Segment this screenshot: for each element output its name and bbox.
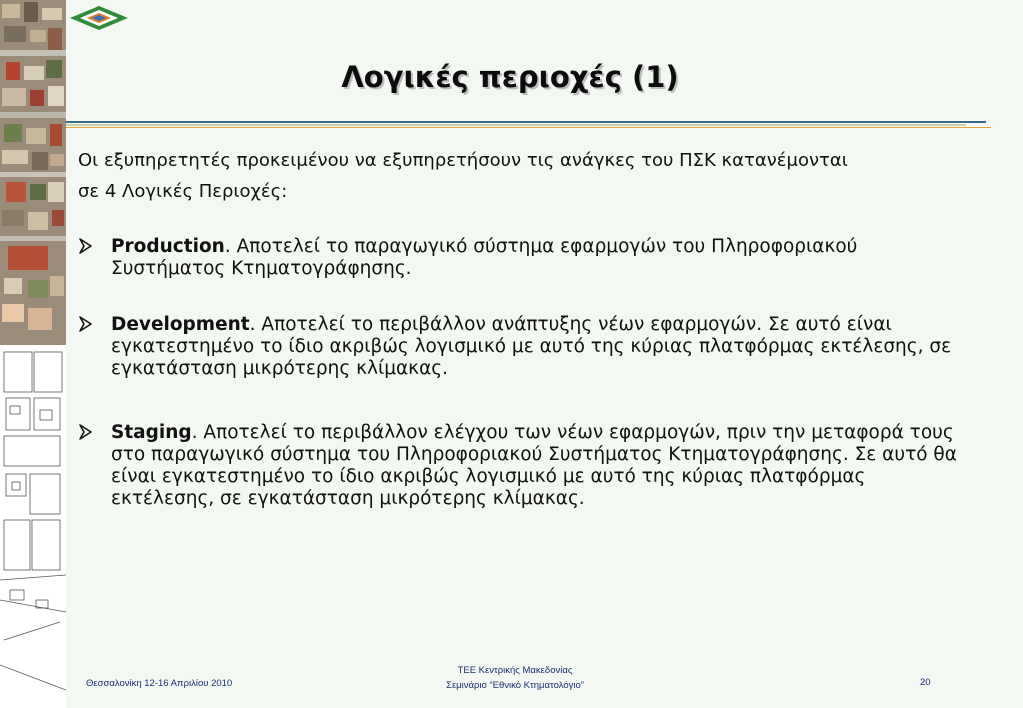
bullet-text: . Αποτελεί το παραγωγικό σύστημα εφαρμογών του Πληροφοριακού Συστήματος Κτηματογράφησης. — [111, 236, 858, 279]
bullet-text: . Αποτελεί το περιβάλλον ανάπτυξης νέων εφαρμογών. Σε αυτό είναι εγκατεστημένο το ίδιο ακριβώς λογισμικό με αυτό της κύριας πλατφόρμας εκτέλεσης, σε εγκατάσταση μικρότερης κλίμακας. — [111, 314, 952, 379]
intro-paragraph — [78, 145, 978, 207]
title-divider-secondary — [66, 124, 966, 126]
arrow-bullet-icon — [78, 236, 94, 256]
bullet-list — [78, 236, 968, 510]
logo-icon — [66, 4, 132, 38]
bullet-development — [78, 314, 968, 380]
arrow-bullet-icon — [78, 314, 94, 334]
footer-organization: ΤΕΕ Κεντρικής Μακεδονίας — [457, 665, 573, 676]
bullet-term: Production — [111, 236, 225, 257]
title-divider-accent — [66, 127, 991, 128]
intro-line-1: Οι εξυπηρετητές προκειμένου να εξυπηρετήσουν τις ανάγκες του ΠΣΚ κατανέμονται — [78, 150, 848, 171]
title-divider — [66, 121, 986, 123]
footer-date-location: Θεσσαλονίκη 12-16 Απριλίου 2010 — [86, 678, 233, 689]
slide-title: Λογικές περιοχές (1) — [341, 60, 679, 94]
page-number: 20 — [920, 677, 931, 688]
map-sidebar-image — [0, 0, 66, 708]
bullet-text: . Αποτελεί το περιβάλλον ελέγχου των νέων εφαρμογών, πριν την μεταφορά τους στο παραγωγικό σύστημα του Πληροφοριακού Συστήματος Κτηματογράφησης. Σε αυτό θα είναι εγκατεστημένο το ίδιο ακριβώς λογισμικό με αυτό της κύριας πλατφόρμας εκτέλεσης, σε εγκατάσταση μικρότερης κλίμακας. — [111, 422, 957, 509]
bullet-term: Staging — [111, 422, 192, 443]
bullet-production — [78, 236, 968, 280]
intro-line-2: σε 4 Λογικές Περιοχές: — [78, 181, 288, 202]
footer-seminar: Σεμινάριο “Εθνικό Κτηματολόγιο” — [446, 680, 584, 691]
bullet-staging — [78, 422, 968, 510]
arrow-bullet-icon — [78, 422, 94, 442]
footer-event — [400, 663, 630, 693]
bullet-term: Development — [111, 314, 250, 335]
